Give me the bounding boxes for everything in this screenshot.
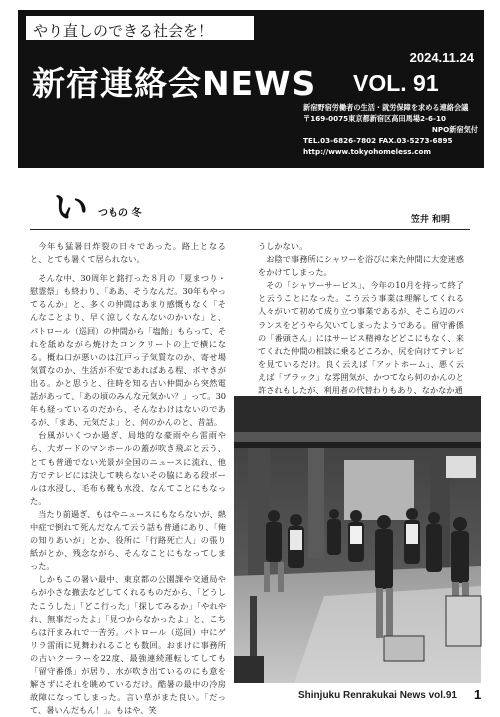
article-heading: [30, 178, 470, 230]
photo-illustration: [234, 396, 481, 683]
paragraph: しかもこの暑い最中、東京都の公園課や交通局やらが小さな撤去などしてくれるものだから、「どうしたこうした」「どこ行った」「探してみるか」「やれやれ、無事だったよ」「見つからなかったよ」と、こちらは汗まみれで一苦労。パトロール（巡回）中にゲリラ雷雨に見舞われることも数回。おまけに事務所の古いクーラーを22度、最強連続運転してしても「留守番係」が居り、水が吹き出ているのにも意を解さずにそれを眺めているだけ。酷暑の最中の冷房故障になってしまった。言い草がまた良い。「だって、暑いんだもん！」。もはや、笑: [30, 574, 226, 716]
drop-letter: い: [54, 188, 88, 228]
paragraph: その「シャワーサービス」、今年の10月を持って終了と云うことになった。こう云う事業は理解してくれる人々がいて初めて成り立つ事業であるが、そこら辺のバランスをどうやら欠いてしまったようである。留守番係の「番頭さん」にはサービス精神などどこにもなく、来てくれた仲間の相談に乗るどころか、尻を向けてテレビを見ているだけ。良く云えば「アットホーム」、悪く云えば「ブラック」な雰囲気が、かつてなら何のかんのと許されもしたが、利用者の代替わりもあり、なかなか通: [258, 280, 464, 396]
office: NPO新宿気付: [431, 125, 478, 134]
website-link[interactable]: http://www.tokyohomeless.com: [303, 147, 431, 156]
address: 〒169-0075東京都新宿区高田馬場2-6-10: [303, 114, 447, 123]
heading-divider: [30, 229, 470, 230]
article-column-left: [30, 240, 226, 717]
paragraph: 台風がいくつか過ぎ、局地的な豪雨やら雷雨やら、大ガードのマンホールの蓋が吹き飛ぶと云う、とても普通でない光景が全国のニュースに流れ、他方でテレビには決して映らないその脇にある段ボールは水浸し、毛布も靴も水没、なんてことにもなった。: [30, 430, 226, 506]
phone-fax: TEL.03-6826-7802 FAX.03-5273-6895: [303, 136, 453, 145]
article-photo: [234, 396, 481, 683]
slogan-box: [26, 16, 254, 40]
paragraph: お陰で事務所にシャワーを浴びに来た仲間に大変迷惑をかけてしまった。: [258, 254, 464, 278]
paragraph: 当たり前過ぎ、もはやニュースにもならないが、熱中症で倒れて死んだなんて云う話も普通にあり、「俺の知りあいが」とか、役所に「行路死亡人」の張り紙がとか、残念ながら、そんなことにもなってしまった。: [30, 508, 226, 572]
volume-number: VOL. 91: [353, 70, 439, 96]
publisher-info: [303, 102, 478, 157]
footer-publication: Shinjuku Renrakukai News vol.91: [298, 690, 457, 701]
paragraph: うしかない。: [258, 241, 308, 251]
slogan: やり直しのできる社会を！: [33, 22, 214, 40]
masthead: [18, 10, 484, 168]
org-line: 新宿野宿労働者の生活・就労保障を求める連絡会議: [303, 103, 469, 112]
article-column-right: [258, 240, 464, 397]
issue-date: 2024.11.24: [409, 50, 474, 65]
paragraph: そんな中、30周年と銘打った８月の「夏まつり・慰霊祭」も終わり、「ああ、そうなんだ。30年もやってるんか」と、多くの仲間はあまり感慨もなく「そんなことより、早く涼しくなんないのかいな」と、パトロール（巡回）の仲間から「塩飴」もらって、それを舐めながら焼けたコンクリートの上で横になる。概ね口が悪いのは江戸っ子気質なのか、寄せ場気質なのか、生活が不安であればある程、ボヤきが出る。かと思うと、往時を知る古い仲間から突然電話があって、「あの頃のみんな元気かい？」って。30年も経っているのだから、そんなわけはないのであるが、「まあ、元気だよ」と、何のかんのと、昔話。: [30, 273, 227, 428]
paragraph: 今年も猛暑日炸裂の日々であった。路上となると、とても暑くて居られない。: [30, 241, 226, 265]
page-number: 1: [474, 687, 482, 702]
article-author: 笠井 和明: [410, 215, 450, 225]
newsletter-title: 新宿連絡会NEWS: [32, 64, 317, 103]
article-subtitle: つもの 冬: [98, 208, 142, 219]
